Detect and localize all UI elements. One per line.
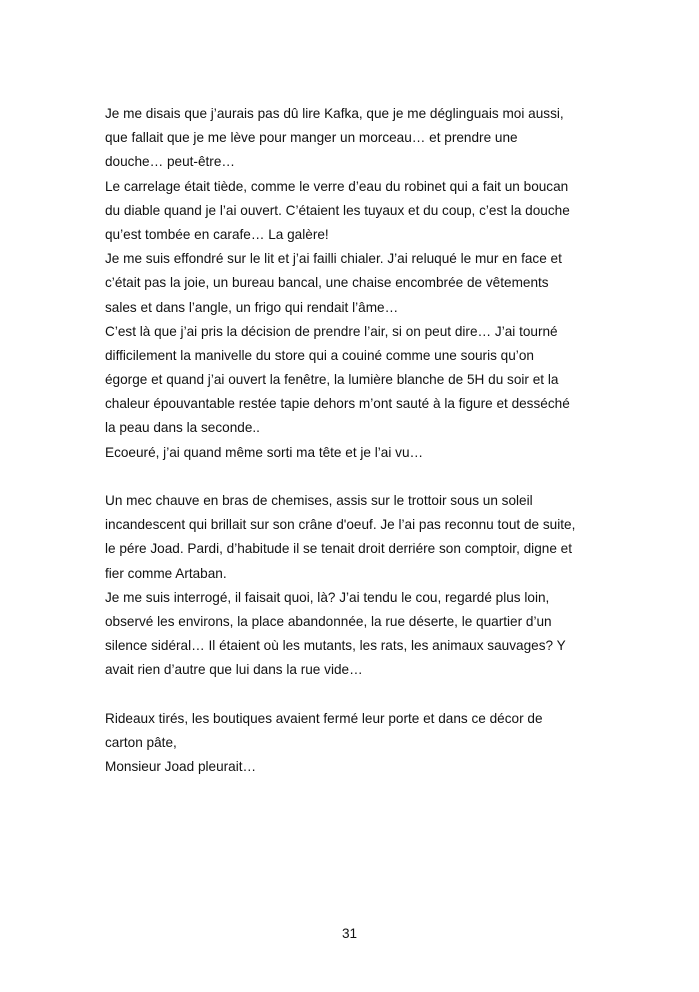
- paragraph-break: [105, 683, 605, 707]
- text-line: le pére Joad. Pardi, d’habitude il se tenait droit derriére son comptoir, digne et: [105, 541, 572, 557]
- text-line: carton pâte,: [105, 734, 177, 750]
- page-number: 31: [341, 926, 358, 941]
- text-line: Ecoeuré, j’ai quand même sorti ma tête et je l’ai vu…: [105, 444, 424, 460]
- body-text: [105, 102, 605, 779]
- text-line: Un mec chauve en bras de chemises, assis sur le trottoir sous un soleil: [105, 493, 533, 508]
- text-line: douche… peut-être…: [105, 154, 235, 170]
- text-line: incandescent qui brillait sur son crâne d'oeuf. Je l’ai pas reconnu tout de suite,: [105, 517, 576, 533]
- text-line: la peau dans la seconde..: [105, 420, 260, 436]
- text-line: du diable quand je l’ai ouvert. C’étaient les tuyaux et du coup, c’est la douche: [105, 202, 570, 218]
- text-line: observé les environs, la place abandonnée, la rue déserte, le quartier d’un: [105, 613, 552, 629]
- text-line: Monsieur Joad pleurait…: [105, 759, 257, 775]
- text-line: Je me suis interrogé, il faisait quoi, là? J’ai tendu le cou, regardé plus loin,: [105, 589, 550, 605]
- text-line: qu’est tombée en carafe… La galère!: [105, 226, 329, 242]
- text-line: Je me suis effondré sur le lit et j’ai failli chialer. J’ai reluqué le mur en face et: [105, 251, 562, 267]
- text-line: sales et dans l’angle, un frigo qui rendait l’âme…: [105, 299, 399, 315]
- text-line: silence sidéral… Il étaient où les mutants, les rats, les animaux sauvages? Y: [105, 638, 566, 654]
- paragraph-break: [105, 465, 605, 489]
- text-line: C’est là que j’ai pris la décision de prendre l’air, si on peut dire… J’ai tourné: [105, 323, 558, 339]
- text-line: Rideaux tirés, les boutiques avaient fermé leur porte et dans ce décor de: [105, 710, 543, 726]
- text-line: c’était pas la joie, un bureau bancal, une chaise encombrée de vêtements: [105, 275, 549, 291]
- text-line: chaleur épouvantable restée tapie dehors m’ont sauté à la figure et desséché: [105, 396, 570, 412]
- text-line: Le carrelage était tiède, comme le verre d’eau du robinet qui a fait un boucan: [105, 178, 569, 194]
- text-line: Je me disais que j’aurais pas dû lire Kafka, que je me déglinguais moi aussi,: [105, 106, 564, 121]
- text-line: que fallait que je me lève pour manger un morceau… et prendre une: [105, 130, 518, 146]
- text-line: avait rien d’autre que lui dans la rue vide…: [105, 662, 363, 678]
- text-line: fier comme Artaban.: [105, 565, 227, 581]
- text-line: égorge et quand j’ai ouvert la fenêtre, la lumière blanche de 5H du soir et la: [105, 372, 559, 388]
- text-line: difficilement la manivelle du store qui a couiné comme une souris qu’on: [105, 347, 534, 363]
